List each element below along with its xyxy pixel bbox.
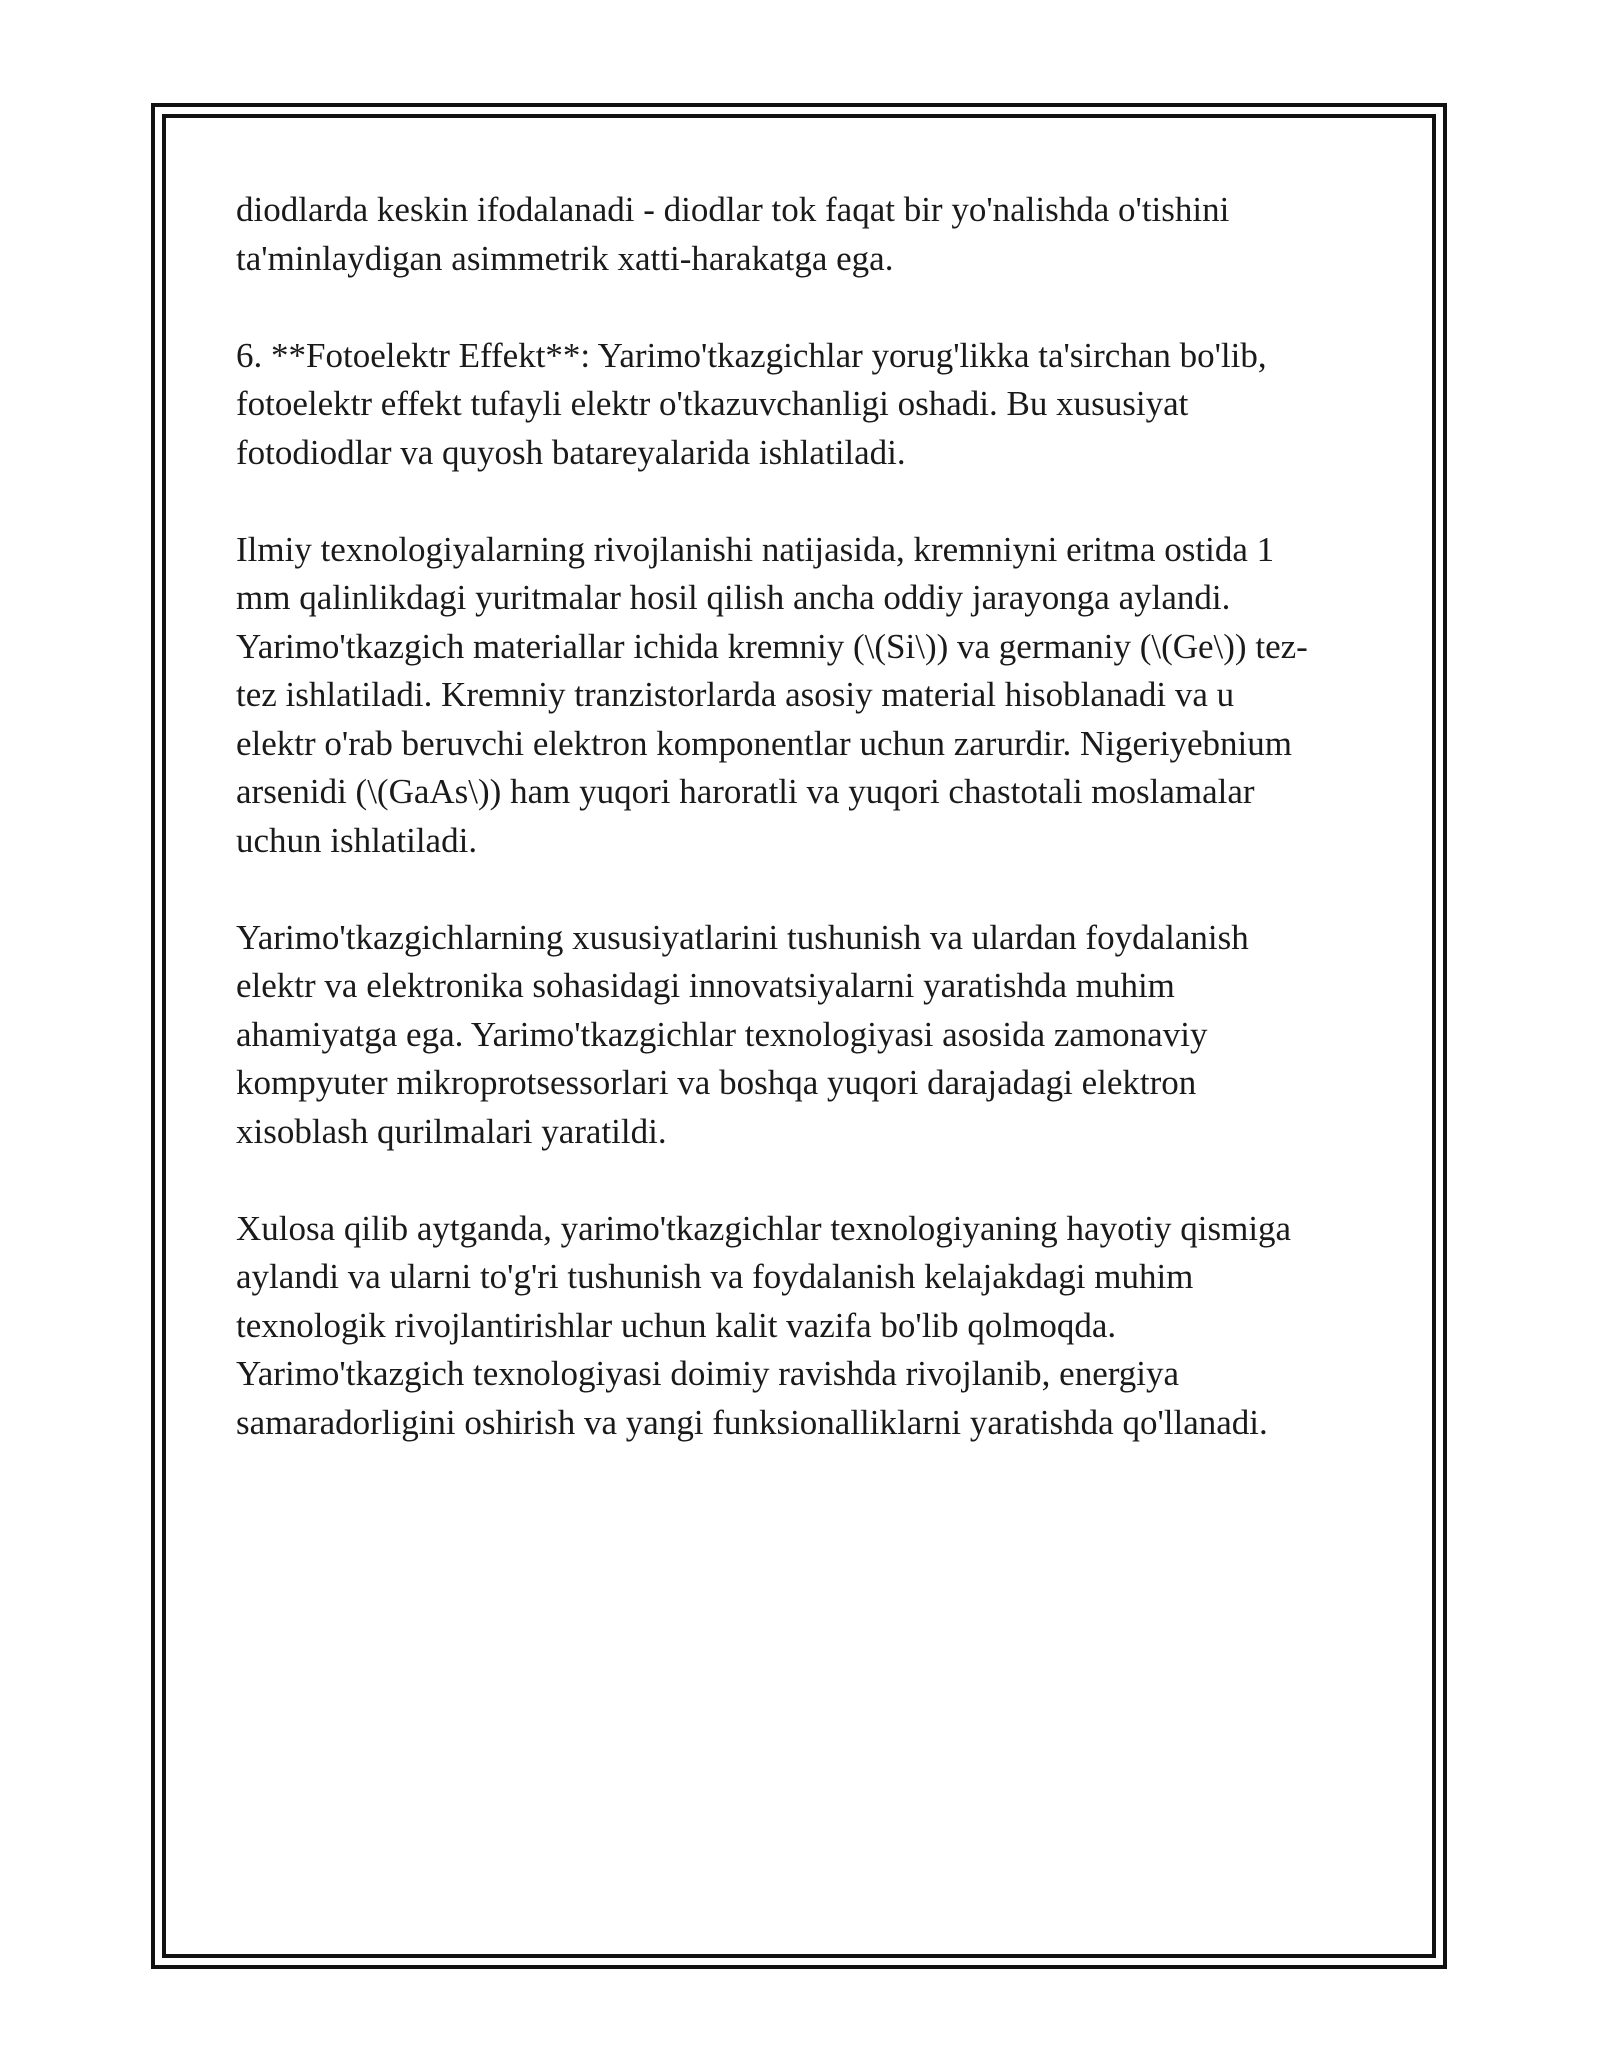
paragraph-materials: Ilmiy texnologiyalarning rivojlanishi natijasida, kremniyni eritma ostida 1 mm qalinlikdagi yuritmalar hosil qilish ancha oddiy jarayonga aylandi. Yarimo'tkazgich materiallar ichida kremniy (\(Si\)) va germaniy (\(Ge\)) tez- tez ishlatiladi. Kremniy tranzistorlarda asosiy material hisoblanadi va u elektr o'rab beruvchi elektron komponentlar uchun zarurdir. Nigeriyebnium arsenidi (\(GaAs\)) ham yuqori haroratli va yuqori chastotali moslamalar uchun ishlatiladi. (236, 529, 1308, 860)
paragraph-applications: Yarimo'tkazgichlarning xususiyatlarini tushunish va ulardan foydalanish elektr va elektronika sohasidagi innovatsiyalarni yaratishda muhim ahamiyatga ega. Yarimo'tkazgichlar texnologiyasi asosida zamonaviy kompyuter mikroprotsessorlari va boshqa yuqori darajadagi elektron xisoblash qurilmalari yaratildi. (236, 917, 1249, 1151)
paragraph-photoelectric-effect: 6. **Fotoelektr Effekt**: Yarimo'tkazgichlar yorug'likka ta'sirchan bo'lib, fotoelektr effekt tufayli elektr o'tkazuvchanligi oshadi. Bu xususiyat fotodiodlar va quyosh batareyalarida ishlatiladi. (236, 335, 1267, 472)
paragraph-diodes-continuation: diodlarda keskin ifodalanadi - diodlar tok faqat bir yo'nalishda o'tishini ta'minlaydigan asimmetrik xatti-harakatga ega. (236, 190, 1230, 278)
paragraph-conclusion: Xulosa qilib aytganda, yarimo'tkazgichlar texnologiyaning hayotiy qismiga aylandi va ularni to'g'ri tushunish va foydalanish kelajakdagi muhim texnologik rivojlantirishlar uchun kalit vazifa bo'lib qolmoqda. Yarimo'tkazgich texnologiyasi doimiy ravishda rivojlanib, energiya samaradorligini oshirish va yangi funksionalliklarni yaratishda qo'llanadi. (236, 1208, 1292, 1442)
document-body (236, 186, 1371, 1496)
